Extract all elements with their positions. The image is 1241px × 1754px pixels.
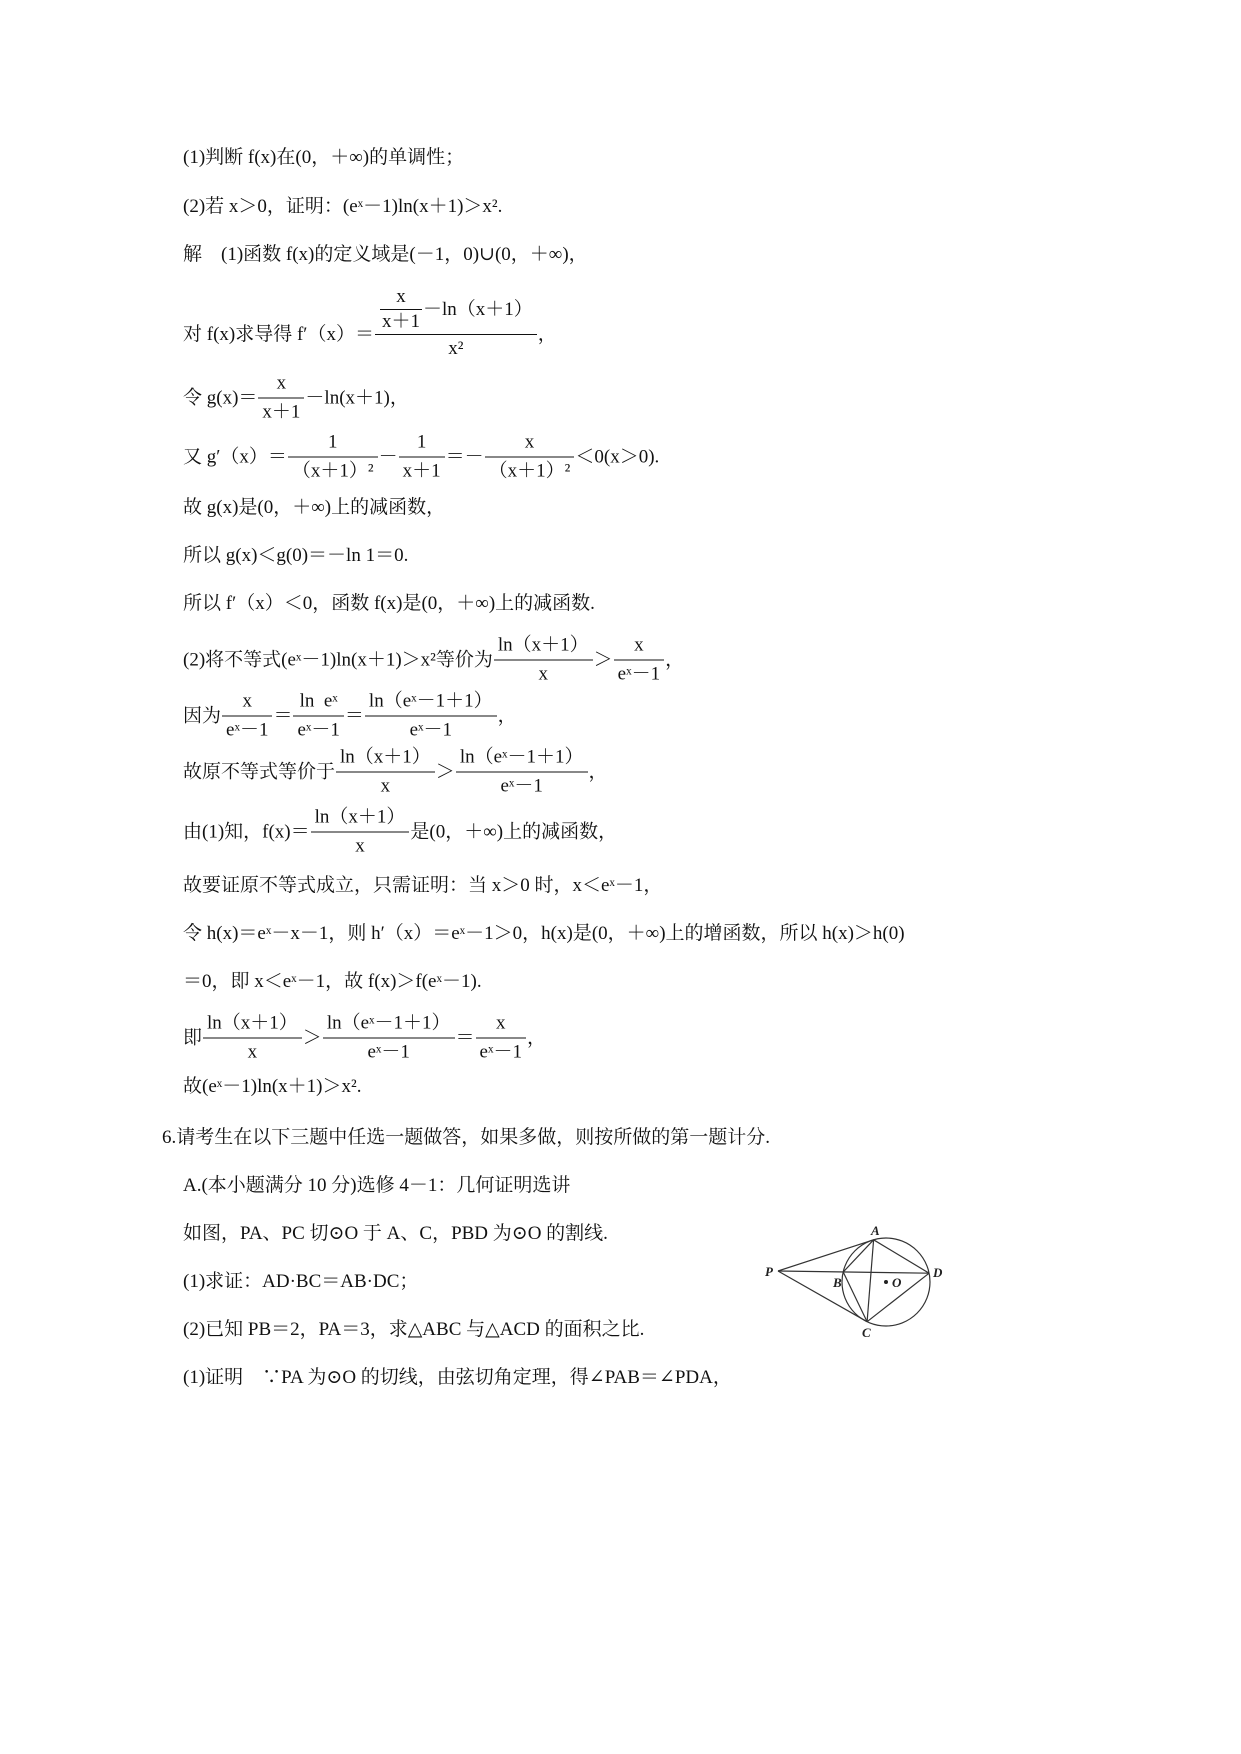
fraction-numerator: x [614,633,664,661]
fraction-numerator: ln（eˣ－1＋1） [365,689,497,717]
equivalent-suffix: ， [588,761,608,782]
derivative-prefix: 对 f(x)求导得 f′（x）＝ [183,324,374,345]
problem-part1 [183,146,464,170]
fraction-denominator: x [355,835,365,857]
domain-text: 解 (1)函数 f(x)的定义域是(－1，0)∪(0，＋∞)， [183,244,588,265]
part2-suffix: ， [665,649,685,670]
equivalent-prefix: 故原不等式等价于 [183,761,336,782]
part2-equivalence-line [183,633,684,688]
fraction [336,745,435,800]
h-definition-line-1 [183,922,905,946]
fraction [288,430,378,485]
fraction [456,745,588,800]
label-d: D [933,1265,943,1280]
because-prefix: 因为 [183,705,222,726]
geometry-figure [765,1225,955,1350]
problem-part2-text: (2)若 x＞0，证明：(eˣ－1)ln(x＋1)＞x². [183,196,503,217]
fraction [614,633,664,688]
fraction [311,805,410,860]
fraction-denominator: eˣ－1 [617,663,661,685]
question6-intro-text: 6.请考生在以下三题中任选一题做答，如果多做，则按所做的第一题计分. [162,1127,771,1148]
option-a-title [183,1174,570,1198]
option-a-sub1-text: (1)求证：AD·BC＝AB·DC； [183,1271,419,1292]
fraction [365,689,497,744]
need-prove-text: 故要证原不等式成立，只需证明：当 x＞0 时，x＜eˣ－1， [183,875,663,896]
fraction-denominator: eˣ－1 [409,719,452,741]
fraction-denominator: eˣ－1 [226,719,269,741]
inner-fraction [380,286,422,333]
fraction-numerator: x [258,371,304,399]
fraction-denominator: eˣ－1 [297,719,340,741]
label-o: O [892,1275,902,1290]
label-a: A [871,1225,880,1238]
h-def-text-2: ＝0，即 x＜eˣ－1，故 f(x)＞f(eˣ－1). [183,971,482,992]
option-a-proof-start [183,1366,732,1390]
option-a-statement [183,1222,608,1246]
derivative-line [183,286,557,384]
fraction-denominator: （x＋1）² [488,460,571,482]
option-a-sub1 [183,1270,418,1294]
operator: ＞ [435,761,455,782]
derivative-fraction [375,286,537,384]
fraction-denominator: x＋1 [262,401,301,423]
label-b: B [833,1275,842,1290]
fraction-denominator: eˣ－1 [500,775,543,797]
operator: ＞ [593,649,613,670]
g-def-prefix: 令 g(x)＝ [183,387,258,408]
f-decreasing-text: 所以 f′（x）＜0，函数 f(x)是(0，＋∞)上的减函数. [183,593,595,614]
fraction [399,430,445,485]
label-c: C [862,1325,871,1340]
hence-prefix: 即 [183,1027,203,1048]
option-a-proof-text: (1)证明 ∵PA 为⊙O 的切线，由弦切角定理，得∠PAB＝∠PDA， [183,1367,732,1388]
from-part1-line [183,805,617,860]
fraction-numerator: x [380,286,422,310]
fraction-numerator: x [222,689,272,717]
h-definition-line-2 [183,970,482,994]
option-a-statement-text: 如图，PA、PC 切⊙O 于 A、C，PBD 为⊙O 的割线. [183,1223,608,1244]
fraction [323,1011,455,1066]
g-bound-line [183,544,408,568]
fraction-numerator: ln（x＋1） [336,745,435,773]
fraction [485,430,575,485]
fraction-denominator: x [247,1041,258,1063]
problem-part1-text: (1)判断 f(x)在(0，＋∞)的单调性； [183,147,465,168]
g-bound-text: 所以 g(x)＜g(0)＝－ln 1＝0. [183,545,409,566]
fraction-numerator: x [476,1011,526,1039]
fraction-numerator: ln（x＋1） [311,805,410,833]
segment-ad [874,1240,930,1273]
fraction-numerator: ln（eˣ－1＋1） [456,745,588,773]
g-decreasing-line [183,496,445,520]
fraction-denominator: eˣ－1 [367,1041,410,1063]
fraction-numerator [375,286,537,335]
fraction [258,371,304,426]
fraction-denominator: x＋1 [402,460,441,482]
fraction-denominator: x [538,663,549,685]
from-part1-prefix: 由(1)知，f(x)＝ [183,821,310,842]
need-prove-line [183,874,662,898]
because-line [183,689,517,744]
conclusion-line [183,1075,361,1099]
g-prime-suffix: ＜0(x＞0). [575,446,660,467]
fraction-denominator: x＋1 [381,311,420,332]
derivative-suffix: ， [537,324,557,345]
fraction-denominator: （x＋1）² [291,460,374,482]
conclusion-text: 故(eˣ－1)ln(x＋1)＞x². [183,1076,362,1097]
because-suffix: ， [497,705,517,726]
hence-suffix: ， [526,1027,546,1048]
operator: ＝ [344,705,364,726]
fraction-numerator: ln（eˣ－1＋1） [323,1011,455,1039]
fraction [293,689,343,744]
operator: ＝－ [445,446,484,467]
g-decreasing-text: 故 g(x)是(0，＋∞)上的减函数， [183,497,446,518]
operator: － [378,446,398,467]
question6-intro [162,1126,770,1150]
part2-prefix: (2)将不等式(eˣ－1)ln(x＋1)＞x²等价为 [183,649,493,670]
fraction [222,689,272,744]
fraction-numerator: x [485,430,575,458]
from-part1-suffix: 是(0，＋∞)上的减函数， [410,821,618,842]
segment-ac [867,1240,874,1322]
hence-line [183,1011,546,1066]
option-a-sub2-text: (2)已知 PB＝2，PA＝3，求△ABC 与△ACD 的面积之比. [183,1319,645,1340]
fraction-numerator: ln（x＋1） [203,1011,302,1039]
tangent-pc [778,1271,867,1322]
fraction-denominator: x [380,775,391,797]
secant-pbd [778,1271,929,1273]
option-a-title-text: A.(本小题满分 10 分)选修 4－1：几何证明选讲 [183,1175,571,1196]
operator: ＝ [455,1027,475,1048]
g-prime-prefix: 又 g′（x）＝ [183,446,287,467]
fraction-numerator: 1 [288,430,378,458]
operator: ＞ [302,1027,322,1048]
equivalent-line [183,745,608,800]
g-definition-line [183,371,409,426]
fraction-numerator: ln（x＋1） [494,633,593,661]
fraction-numerator: 1 [399,430,445,458]
fraction [494,633,593,688]
h-def-text-1: 令 h(x)＝eˣ－x－1，则 h′（x）＝eˣ－1＞0，h(x)是(0，＋∞)上的增函数，所以 h(x)＞h(0) [183,923,905,944]
fraction [476,1011,526,1066]
label-p: P [765,1264,773,1279]
problem-part2 [183,195,502,219]
fraction-denominator: x² [448,338,464,359]
solution-domain-line [183,243,588,267]
fraction [203,1011,302,1066]
fraction-denominator: eˣ－1 [479,1041,522,1063]
operator: ＝ [273,705,293,726]
fraction-numerator: ln eˣ [293,689,343,717]
center-dot [884,1280,888,1284]
option-a-sub2 [183,1318,644,1342]
g-def-suffix: －ln(x＋1)， [305,387,409,408]
g-prime-line [183,430,659,485]
numerator-tail: －ln（x＋1） [422,298,533,320]
f-decreasing-line [183,592,595,616]
